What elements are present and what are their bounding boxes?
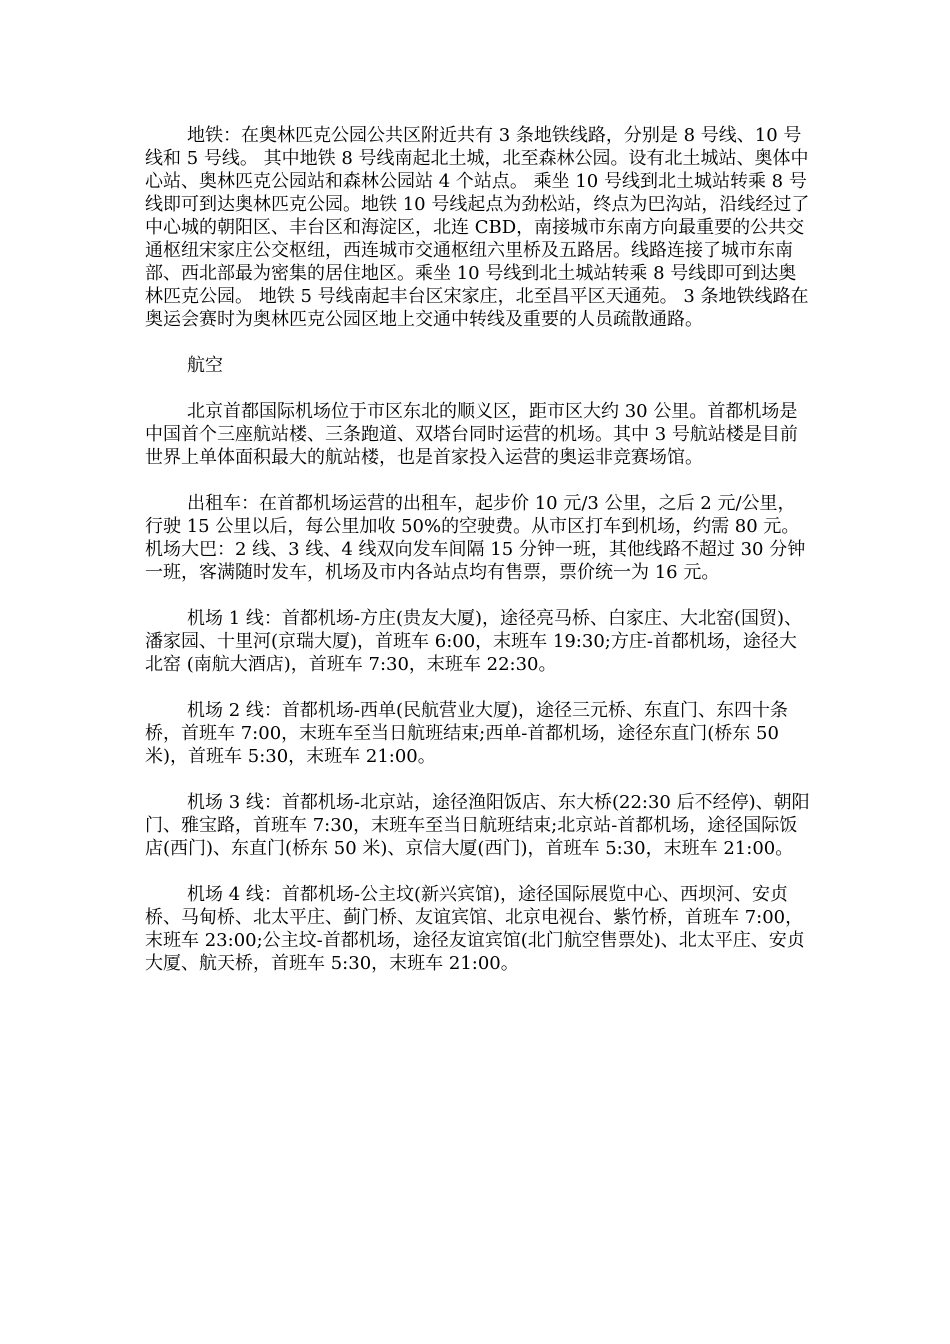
- section-heading-aviation: 航空: [187, 355, 223, 376]
- paragraph-airport-intro: 北京首都国际机场位于市区东北的顺义区，距市区大约 30 公里。首都机场是中国首个三座航站楼、三条跑道、双塔台同时运营的机场。其中 3 号航站楼是目前世界上单体面积最大的航站楼，也是首家投入运营的奥运非竞赛场馆。: [145, 401, 798, 468]
- document-page: [145, 124, 810, 998]
- paragraph-airport-line-3: 机场 3 线：首都机场-北京站，途径渔阳饭店、东大桥(22:30 后不经停)、朝阳门、雅宝路，首班车 7:30，末班车至当日航班结束;北京站-首都机场，途径国际饭店(西门)、东直门(桥东 50 米)、京信大厦(西门)，首班车 5:30，末班车 21:00。: [145, 792, 810, 859]
- paragraph-airport-line-4: 机场 4 线：首都机场-公主坟(新兴宾馆)，途径国际展览中心、西坝河、安贞桥、马甸桥、北太平庄、蓟门桥、友谊宾馆、北京电视台、紫竹桥，首班车 7:00，末班车 23:00;公主坟-首都机场，途径友谊宾馆(北门航空售票处)、北太平庄、安贞大厦、航天桥，首班车 5:30，末班车 21:00。: [145, 884, 805, 974]
- paragraph-airport-line-2: 机场 2 线：首都机场-西单(民航营业大厦)，途径三元桥、东直门、东四十条桥，首班车 7:00，末班车至当日航班结束;西单-首都机场，途径东直门(桥东 50 米)，首班车 5:30，末班车 21:00。: [145, 700, 789, 767]
- paragraph-subway: 地铁：在奥林匹克公园公共区附近共有 3 条地铁线路，分别是 8 号线、10 号线和 5 号线。 其中地铁 8 号线南起北土城，北至森林公园。设有北土城站、奥体中心站、奥林匹克公园站和森林公园站 4 个站点。 乘坐 10 号线到北土城站转乘 8 号线即可到达奥林匹克公园。地铁 10 号线起点为劲松站，终点为巴沟站，沿线经过了中心城的朝阳区、丰台区和海淀区，北连 CBD，南接城市东南方向最重要的公共交通枢纽宋家庄公交枢纽，西连城市交通枢纽六里桥及五路居。线路连接了城市东南部、西北部最为密集的居住地区。乘坐 10 号线到北土城站转乘 8 号线即可到达奥林匹克公园。 地铁 5 号线南起丰台区宋家庄，北至昌平区天通苑。 3 条地铁线路在奥运会赛时为奥林匹克公园区地上交通中转线及重要的人员疏散通路。: [145, 125, 810, 330]
- paragraph-airport-line-1: 机场 1 线：首都机场-方庄(贵友大厦)，途径亮马桥、白家庄、大北窑(国贸)、潘家园、十里河(京瑞大厦)，首班车 6:00，末班车 19:30;方庄-首都机场，途径大北窑 (南航大酒店)，首班车 7:30，末班车 22:30。: [145, 608, 803, 675]
- paragraph-taxi-bus: 出租车：在首都机场运营的出租车，起步价 10 元/3 公里，之后 2 元/公里，行驶 15 公里以后，每公里加收 50%的空驶费。从市区打车到机场，约需 80 元。 机场大巴：2 线、3 线、4 线双向发车间隔 15 分钟一班，其他线路不超过 30 分钟一班，客满随时发车，机场及市内各站点均有售票，票价统一为 16 元。: [145, 493, 806, 583]
